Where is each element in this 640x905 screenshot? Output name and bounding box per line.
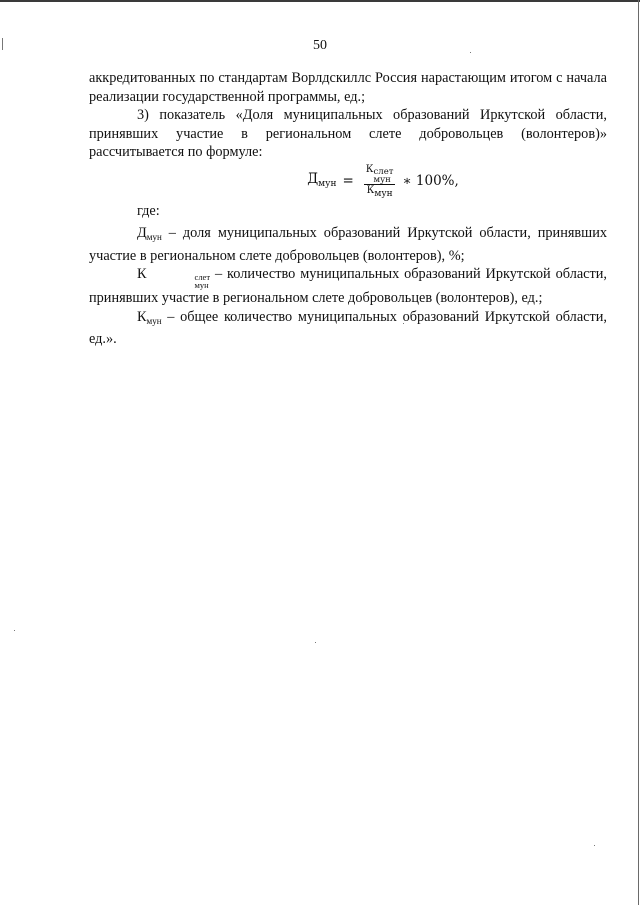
page-number: 50 [313,38,327,53]
formula-equals: = [342,173,354,190]
definition-participants: К слет мун – количество муниципальных образований Иркутской области, принявших участие в региональном слете добровольцев (волонтеров), ед.; [89,266,607,306]
where-label: где: [137,202,160,219]
scan-speck [14,630,15,631]
formula-lhs: $Д_{мун}$ [307,170,337,189]
scan-speck [594,845,595,846]
formula-denominator: Кмун [366,184,393,199]
scan-top-edge [0,0,640,2]
scan-right-edge [638,0,639,905]
formula [89,162,607,202]
body-text [89,69,607,349]
formula-tail: ∗ 100%, [402,173,459,190]
definition-total: $К_{мун}$ – общее количество муниципальных образований Иркутской области, ед.». [89,308,607,347]
paragraph-indicator-3: 3) показатель «Доля муниципальных образований Иркутской области, принявших участие в региональном слете добровольцев (волонтеров)» рассчитывается по формуле: [89,107,607,160]
formula-fraction [364,164,396,200]
scan-speck [315,642,316,643]
definition-share: $Д_{мун}$ – доля муниципальных образований Иркутской области, принявших участие в региональном слете добровольцев (волонтеров), %; [89,225,607,264]
formula-numerator: К слет мун [365,163,394,185]
paragraph-continuation: аккредитованных по стандартам Ворлдскиллс Россия нарастающим итогом с начала реализации государственной программы, ед.; [89,70,607,105]
